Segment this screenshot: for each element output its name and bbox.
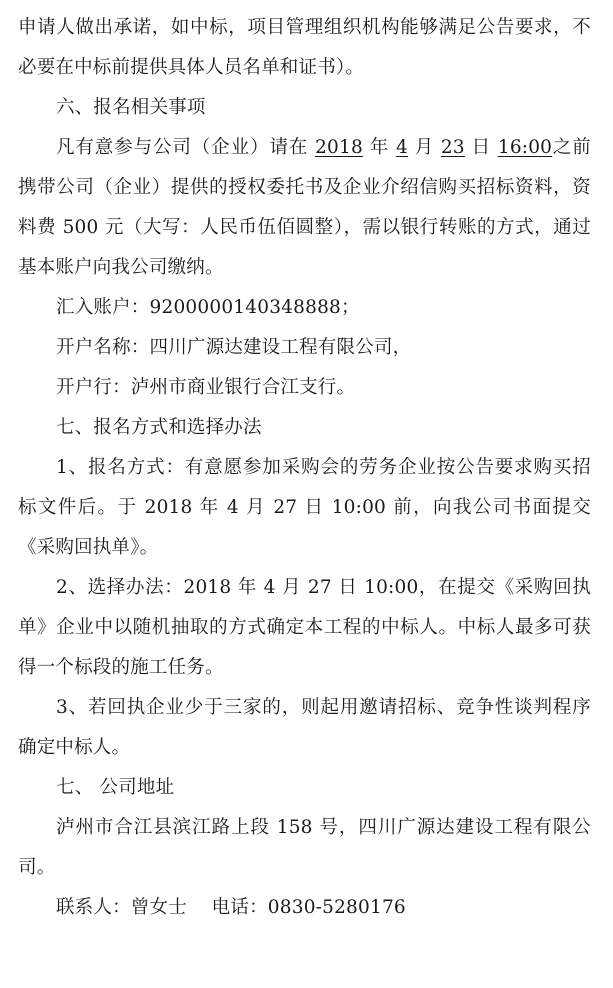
paragraph-company-address: 泸州市合江县滨江路上段 158 号，四川广源达建设工程有限公司。 <box>18 817 591 878</box>
paragraph-item-two-selection-method: 2、选择办法：2018 年 4 月 27 日 10:00，在提交《采购回执单》企业中以随机抽取的方式确定本工程的中标人。中标人最多可获得一个标段的施工任务。 <box>18 577 591 678</box>
paragraph-contact: 联系人：曾女士 电话：0830-5280176 <box>56 897 406 918</box>
paragraph-text-segment: 日 <box>464 137 498 158</box>
heading-section-seven-registration: 七、报名方式和选择办法 <box>56 417 262 438</box>
paragraph-text-segment: 之前携带公司（企业）提供的授权委托书及企业介绍信购买招标资料，资料费 500 元（大写：人民币伍佰圆整），需以银行转账的方式，通过基本账户向我公司缴纳。 <box>18 137 591 278</box>
heading-section-six: 六、报名相关事项 <box>56 97 206 118</box>
underlined-date-value: 2018 <box>315 137 363 158</box>
paragraph-text-segment: 年 <box>362 137 396 158</box>
underlined-date-value: 16:00 <box>497 137 553 158</box>
paragraph-bank-branch: 开户行：泸州市商业银行合江支行。 <box>56 377 356 398</box>
heading-section-seven-address: 七、 公司地址 <box>56 777 175 798</box>
paragraph-item-three-fewer-than-three: 3、若回执企业少于三家的，则起用邀请招标、竞争性谈判程序确定中标人。 <box>18 697 591 758</box>
paragraph-bank-account-number: 汇入账户：9200000140348888； <box>56 297 360 318</box>
paragraph-registration-time <box>18 128 591 288</box>
paragraph-item-one-registration-method: 1、报名方式：有意愿参加采购会的劳务企业按公告要求购买招标文件后。于 2018 年 4 月 27 日 10:00 前，向我公司书面提交《采购回执单》。 <box>18 457 591 558</box>
underlined-date-value: 4 <box>395 137 408 158</box>
paragraph-bank-account-name: 开户名称：四川广源达建设工程有限公司， <box>56 337 412 358</box>
paragraph-commitment: 申请人做出承诺，如中标，项目管理组织机构能够满足公告要求，不必要在中标前提供具体人员名单和证书）。 <box>18 17 591 78</box>
paragraph-text-segment: 凡有意参与公司（企业）请在 <box>56 137 316 158</box>
paragraph-text-segment: 月 <box>407 137 441 158</box>
underlined-date-value: 23 <box>440 137 465 158</box>
